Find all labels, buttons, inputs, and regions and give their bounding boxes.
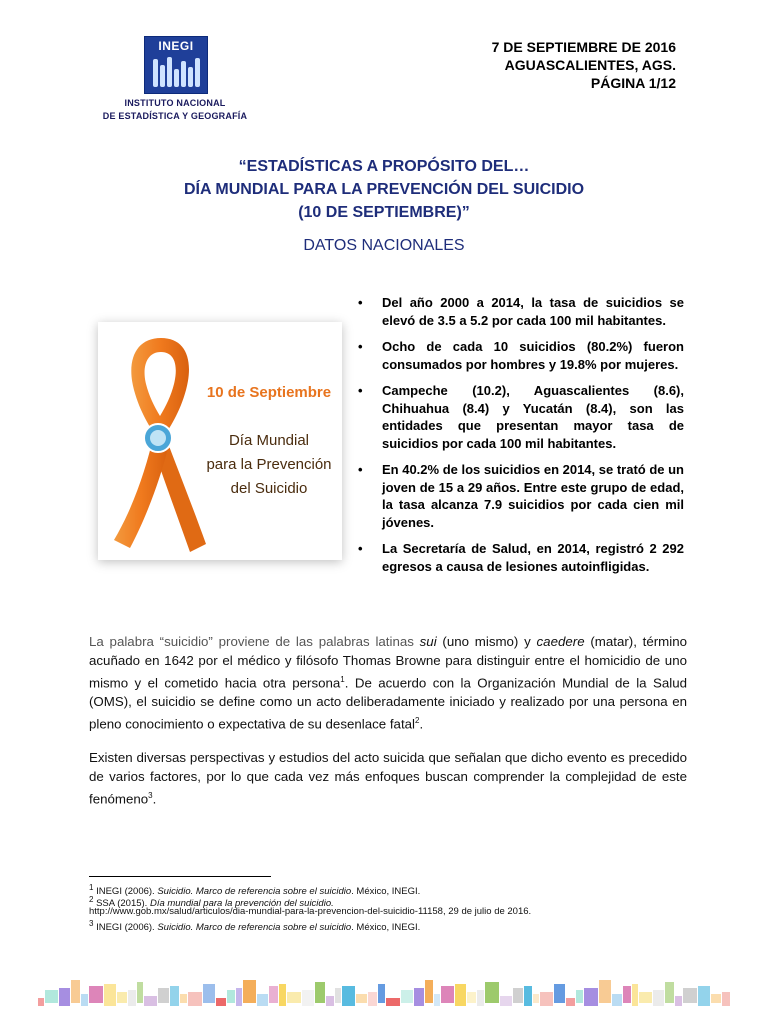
strip-tile (335, 988, 341, 1003)
strip-tile (368, 992, 377, 1006)
strip-tile (356, 994, 367, 1003)
strip-tile (302, 990, 314, 1006)
header-place: AGUASCALIENTES, AGS. (504, 57, 676, 73)
strip-tile (117, 992, 127, 1003)
strip-tile (378, 984, 385, 1003)
strip-tile (576, 990, 583, 1003)
strip-tile (485, 982, 499, 1003)
strip-tile (71, 980, 80, 1003)
strip-tile (401, 990, 413, 1003)
footnote-1-source: INEGI (2006). (93, 886, 158, 898)
body-paragraph-1 (89, 632, 687, 734)
ribbon-line1: Día Mundial (228, 432, 310, 449)
decorative-color-strip (38, 976, 730, 1006)
strip-tile (158, 988, 169, 1003)
para1-text-e: . (419, 716, 424, 732)
strip-tile (342, 986, 355, 1006)
footnote-ref-2: 2 (415, 716, 420, 726)
strip-tile (315, 982, 325, 1003)
title-line2: DÍA MUNDIAL PARA LA PREVENCIÓN DEL SUICIDIO (183, 181, 585, 198)
strip-tile (45, 990, 58, 1003)
title-line1: “ESTADÍSTICAS A PROPÓSITO DEL… (238, 158, 530, 175)
strip-tile (216, 998, 226, 1006)
ribbon-line2: para la Prevención (206, 456, 332, 473)
strip-tile (137, 982, 143, 1003)
strip-tile (698, 986, 710, 1006)
para1-text-d: . De acuerdo con la Organización Mundial de la Salud (OMS), el suicidio se define como un acto deliberadamente iniciado y realizado por una persona en pleno conocimiento o expectativa de su desenlace fatal (89, 675, 687, 732)
footnote-ref-3: 3 (148, 791, 153, 800)
strip-tile (188, 992, 202, 1006)
ribbon-line3: del Suicidio (230, 480, 308, 497)
para1-text-c: (matar), término acuñado en 1642 por el médico y filósofo Thomas Browne para distinguir entre el homicidio de uno mismo y el cometido hacia otra persona (89, 634, 687, 691)
strip-tile (500, 996, 512, 1006)
ribbon-date: 10 de Septiembre (206, 384, 332, 401)
footnote-1-number: 1 (89, 883, 94, 892)
strip-tile (584, 988, 598, 1006)
strip-tile (441, 986, 454, 1003)
strip-tile (180, 994, 187, 1003)
strip-tile (653, 990, 664, 1006)
logo-name-line2: DE ESTADÍSTICA Y GEOGRAFÍA (102, 111, 248, 121)
strip-tile (243, 980, 256, 1003)
strip-tile (128, 990, 136, 1006)
para1-sui: sui (419, 634, 437, 649)
strip-tile (203, 984, 215, 1003)
list-item: • Ocho de cada 10 suicidios (80.2%) fueron consumados por hombres y 19.8% por mujeres. (356, 338, 684, 373)
footnote-3-publisher: . México, INEGI. (351, 922, 421, 934)
strip-tile (554, 984, 565, 1003)
footnote-2-source: SSA (2015). (93, 898, 150, 910)
list-item: • Campeche (10.2), Aguascalientes (8.6), Chihuahua (8.4) y Yucatán (8.4), son las entidades que presentan mayor tasa de suicidios por cada 100 mil habitantes. (356, 382, 684, 452)
strip-tile (675, 996, 682, 1006)
list-item: • En 40.2% de los suicidios en 2014, se trató de un joven de 15 a 29 años. Entre este grupo de edad, la tasa alcanza 7.9 suicidios por cada cien mil jóvenes. (356, 461, 684, 531)
footnote-2-number: 2 (89, 895, 94, 904)
strip-tile (269, 986, 278, 1003)
strip-tile (599, 980, 611, 1003)
footnote-ref-1: 1 (340, 675, 345, 684)
strip-tile (287, 992, 301, 1003)
list-item: • Del año 2000 a 2014, la tasa de suicidios se elevó de 3.5 a 5.2 por cada 100 mil habitantes. (356, 294, 684, 329)
list-item: • La Secretaría de Salud, en 2014, registró 2 292 egresos a causa de lesiones autoinfligidas. (356, 540, 684, 575)
strip-tile (722, 992, 730, 1006)
strip-tile (513, 988, 523, 1003)
strip-tile (386, 998, 400, 1006)
footnote-1-publisher: . México, INEGI. (351, 886, 421, 898)
footnote-1-title: Suicidio. Marco de referencia sobre el suicidio (157, 886, 352, 898)
strip-tile (455, 984, 466, 1006)
strip-tile (524, 986, 532, 1006)
inegi-logo (100, 36, 250, 124)
strip-tile (59, 988, 70, 1006)
strip-tile (711, 994, 721, 1003)
para2-text-a: Existen diversas perspectivas y estudios del acto suicida que señalan que dicho evento es precedido de varios factores, por lo que cada vez más enfoques buscan comprender la complejidad de este fenómeno (89, 750, 687, 807)
para1-text-a: La palabra “suicidio” proviene de las palabras latinas (89, 634, 420, 649)
strip-tile (632, 984, 638, 1006)
strip-tile (89, 986, 103, 1003)
footnote-divider (89, 876, 271, 877)
para1-text-b: (uno mismo) y (436, 634, 537, 649)
para1-caedere: caedere (536, 634, 585, 649)
strip-tile (434, 994, 440, 1006)
strip-tile (257, 994, 268, 1006)
footnote-2-title: Día mundial para la prevención del suicidio. (149, 898, 334, 910)
strip-tile (467, 992, 476, 1003)
key-facts-list (356, 294, 684, 584)
strip-tile (540, 992, 553, 1006)
strip-tile (414, 988, 424, 1006)
title-line3: (10 DE SEPTIEMBRE)” (298, 204, 470, 221)
header-page: PÁGINA 1/12 (590, 75, 676, 91)
strip-tile (236, 988, 242, 1006)
strip-tile (683, 988, 697, 1003)
strip-tile (612, 994, 622, 1006)
para2-text-b: . (152, 791, 157, 807)
footnote-3-source: INEGI (2006). (93, 922, 158, 934)
footnote-3 (89, 918, 420, 933)
subtitle: DATOS NACIONALES (303, 237, 465, 254)
strip-tile (639, 992, 652, 1003)
strip-tile (144, 996, 157, 1006)
strip-tile (38, 998, 44, 1006)
header-date: 7 DE SEPTIEMBRE DE 2016 (491, 39, 676, 55)
logo-acronym: INEGI (158, 39, 194, 53)
footnote-2-url[interactable]: http://www.gob.mx/salud/articulos/dia-mundial-para-la-prevencion-del-suicidio-11158, 29 de julio de 2016. (89, 906, 532, 917)
strip-tile (477, 990, 484, 1006)
strip-tile (533, 994, 539, 1003)
strip-tile (227, 990, 235, 1003)
footnote-3-number: 3 (89, 919, 94, 928)
strip-tile (326, 996, 334, 1006)
strip-tile (665, 982, 674, 1003)
logo-name-line1: INSTITUTO NACIONAL (124, 98, 226, 108)
strip-tile (279, 984, 286, 1006)
awareness-ribbon-image (98, 322, 342, 560)
strip-tile (104, 984, 116, 1006)
document-header (492, 38, 676, 92)
body-paragraph-2 (89, 748, 687, 808)
inegi-logo-mark (144, 36, 208, 94)
strip-tile (170, 986, 179, 1006)
footnote-3-title: Suicidio. Marco de referencia sobre el suicidio (157, 922, 352, 934)
logo-grid-icon (151, 55, 201, 89)
strip-tile (623, 986, 631, 1003)
strip-tile (81, 994, 88, 1006)
strip-tile (566, 998, 575, 1006)
strip-tile (425, 980, 433, 1003)
